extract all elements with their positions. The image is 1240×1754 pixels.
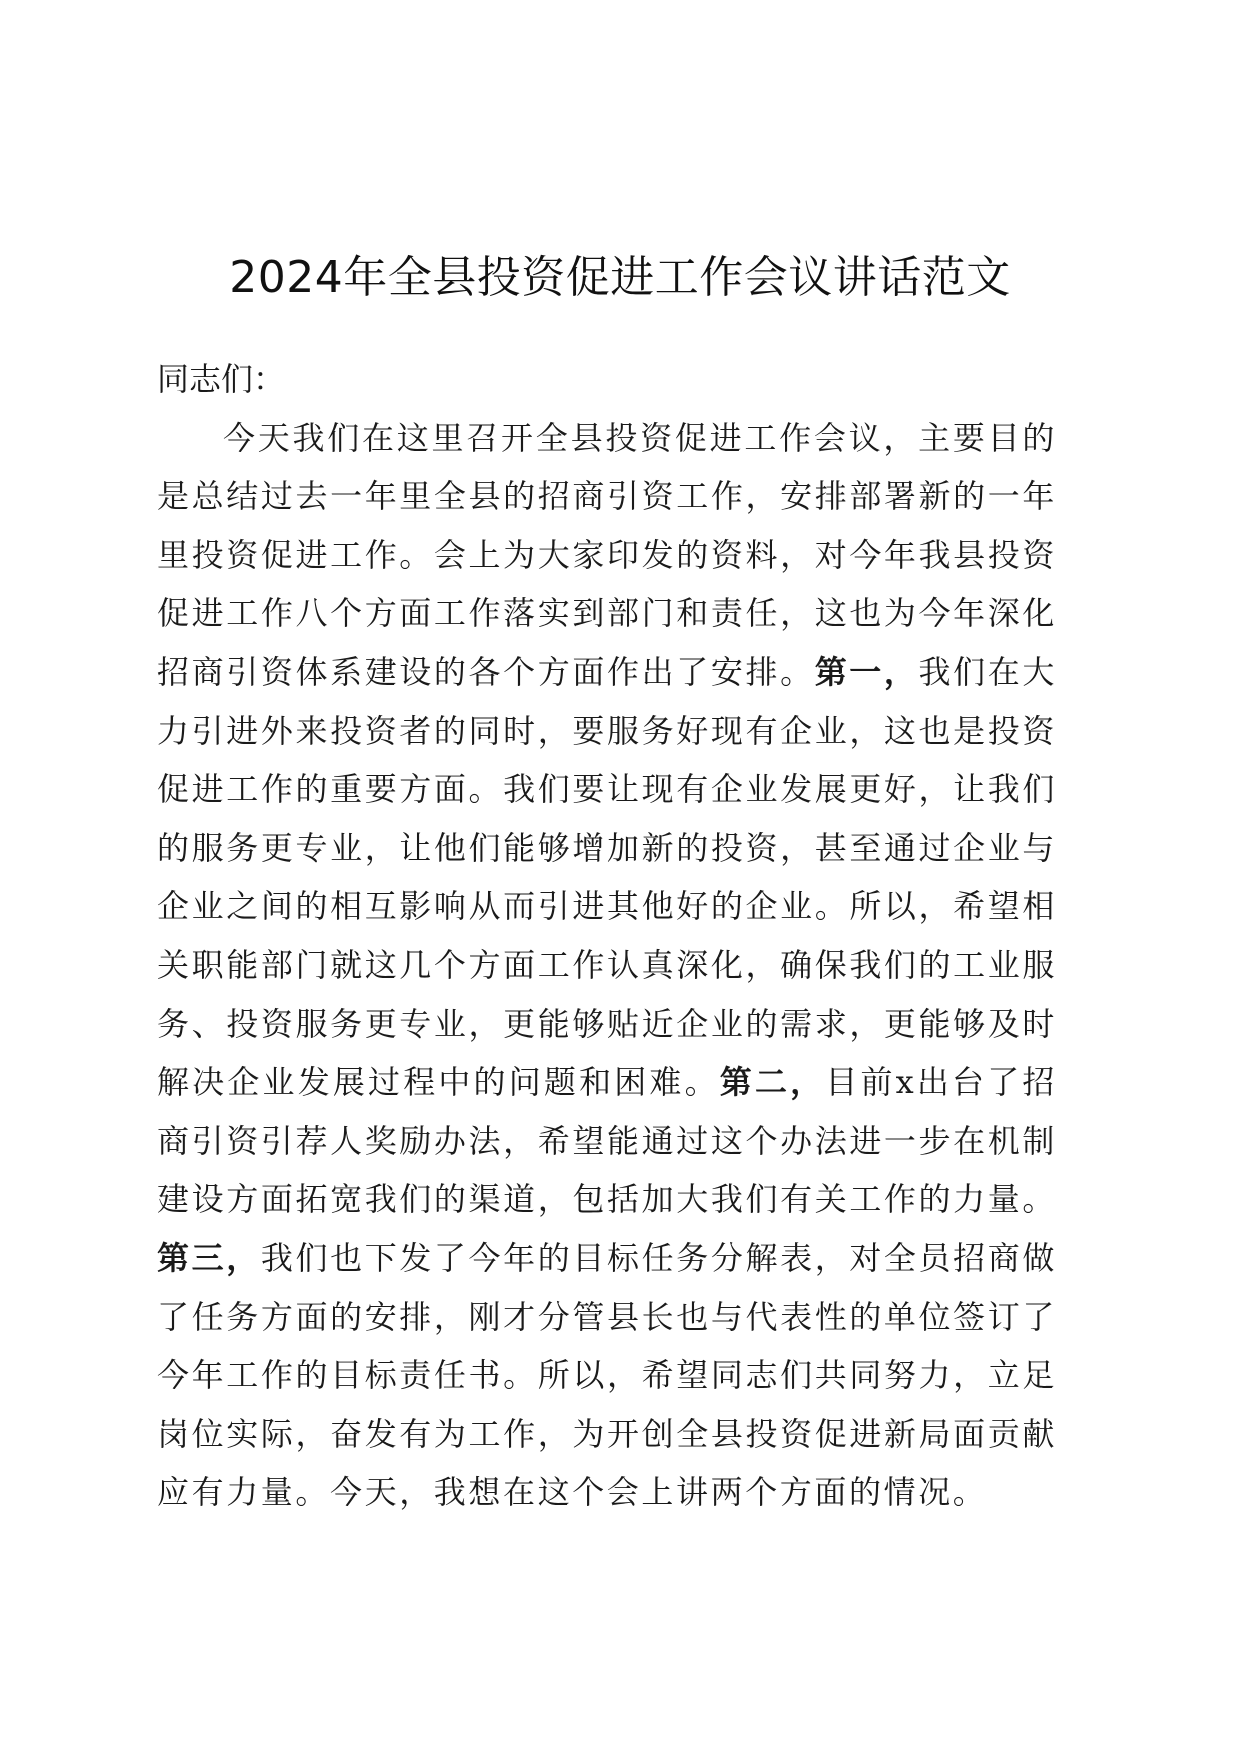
point-two-text: 目前x出台了招商引资引荐人奖励办法，希望能通过这个办法进一步在机制建设方面拓宽我们的渠道，包括加大我们有关工作的力量。 [157, 1063, 1057, 1219]
point-one-text: 我们在大力引进外来投资者的同时，要服务好现有企业，这也是投资促进工作的重要方面。我们要让现有企业发展更好，让我们的服务更专业，让他们能够增加新的投资，甚至通过企业与企业之间的相互影响从而引进其他好的企业。所以，希望相关职能部门就这几个方面工作认真深化，确保我们的工业服务、投资服务更专业，更能够贴近企业的需求，更能够及时解决企业发展过程中的问题和困难。 [157, 652, 1057, 1102]
point-one-lead: 第一， [814, 652, 919, 691]
document-title: 2024年全县投资促进工作会议讲话范文 [229, 252, 1011, 303]
point-two-lead: 第二， [719, 1063, 826, 1102]
point-three-lead: 第三， [157, 1238, 261, 1277]
document-body [157, 350, 1057, 1522]
speech-paragraph [157, 409, 1057, 1522]
point-three-text: 我们也下发了今年的目标任务分解表，对全员招商做了任务方面的安排，刚才分管县长也与代表性的单位签订了今年工作的目标责任书。所以，希望同志们共同努力，立足岗位实际，奋发有为工作，为开创全县投资促进新局面贡献应有力量。今天，我想在这个会上讲两个方面的情况。 [157, 1238, 1057, 1512]
salutation: 同志们： [157, 360, 286, 398]
paragraph-intro-text: 今天我们在这里召开全县投资促进工作会议，主要目的是总结过去一年里全县的招商引资工作，安排部署新的一年里投资促进工作。会上为大家印发的资料，对今年我县投资促进工作八个方面工作落实到部门和责任，这也为今年深化招商引资体系建设的各个方面作出了安排。 [157, 418, 1057, 691]
